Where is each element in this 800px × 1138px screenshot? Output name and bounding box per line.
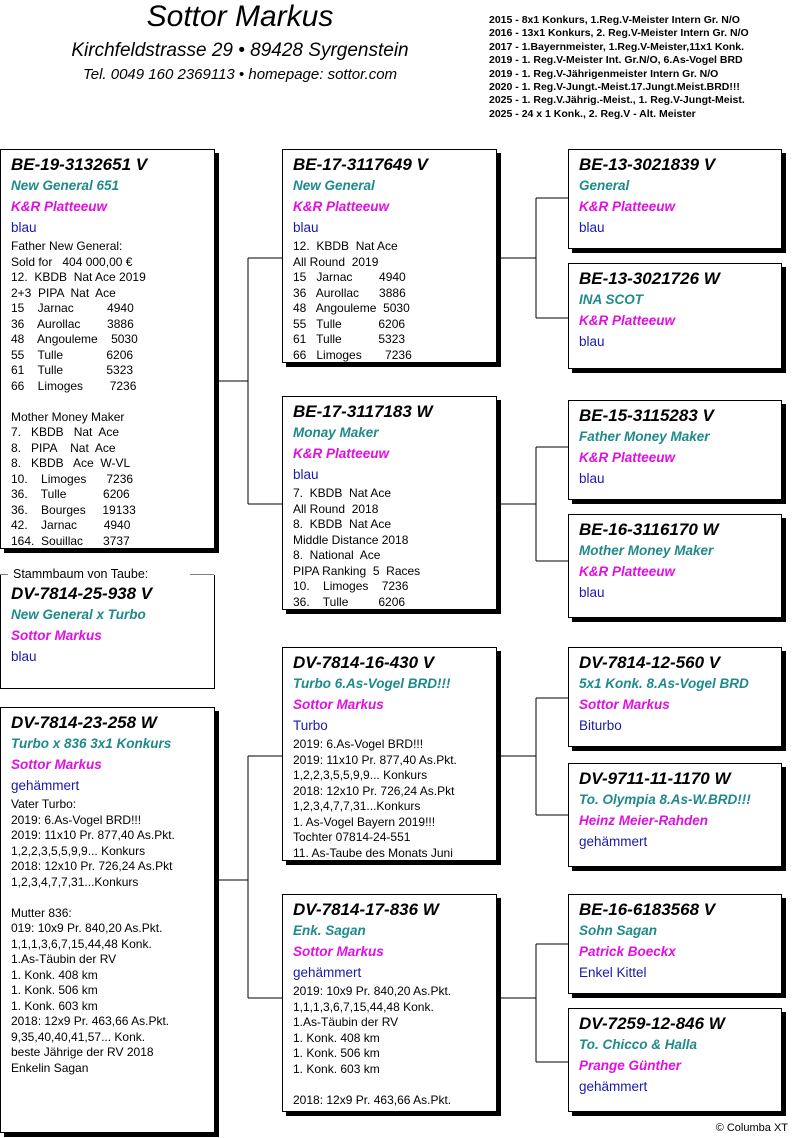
color: blau [579, 471, 605, 486]
pigeon-name: New General 651 [11, 178, 120, 193]
notes [11, 797, 214, 1076]
note-line: 15 Jarnac 4940 [293, 270, 406, 284]
pigeon-name: Father Money Maker [579, 429, 710, 444]
achievement-item: 2015 - 8x1 Konkurs, 1.Reg.V-Meister Intern Gr. N/O [489, 14, 740, 26]
notes [11, 239, 214, 549]
note-line: 1,1,1,3,6,7,15,44,48 Konk. [11, 936, 152, 951]
ring-number: DV-7814-25-938 V [11, 584, 153, 603]
pigeon-name: Enk. Sagan [293, 923, 366, 938]
pigeon-name: INA SCOT [579, 292, 643, 307]
breeder: Sottor Markus [293, 697, 384, 712]
footer-copyright: © Columba XT [715, 1122, 788, 1134]
breeder: K&R Platteeuw [579, 313, 676, 328]
note-line: 1. As-Vogel Bayern 2019!!! [293, 814, 436, 829]
breeder: Sottor Markus [579, 697, 670, 712]
ring-number: DV-7814-17-836 W [293, 900, 439, 919]
achievement-item: 2025 - 24 x 1 Konk., 2. Reg.V - Alt. Meister [489, 107, 696, 120]
note-line: Mutter 836: [11, 905, 72, 920]
breeder: K&R Platteeuw [579, 564, 676, 579]
note-line: 12. KBDB Nat Ace [293, 239, 398, 253]
note-line: 66 Limoges 7236 [11, 378, 137, 393]
ring-number: BE-16-6183568 V [579, 900, 716, 919]
breeder: K&R Platteeuw [579, 450, 676, 465]
connector-line [497, 944, 568, 1062]
note-line: 8. KBDB Ace W-VL [11, 456, 131, 470]
note-line: 1. Konk. 408 km [11, 967, 98, 982]
note-line [11, 890, 214, 906]
ring-number: BE-13-3021726 W [579, 269, 720, 288]
pigeon-name: 5x1 Konk. 8.As-Vogel BRD [579, 676, 749, 691]
breeder: K&R Platteeuw [293, 199, 390, 214]
note-line: Tochter 07814-24-551 [293, 830, 411, 844]
ring-number: BE-16-3116170 W [579, 520, 719, 539]
color: Turbo [293, 718, 328, 733]
connector-line [497, 198, 568, 318]
breeder: K&R Platteeuw [11, 199, 108, 214]
note-line: 1. Konk. 506 km [293, 1046, 380, 1060]
achievement-item: 2019 - 1. Reg.V-Jährigenmeister Intern Gr. N/O [489, 67, 719, 80]
ring-number: BE-13-3021839 V [579, 155, 716, 174]
ring-number: BE-17-3117183 W [293, 402, 433, 421]
note-line: 42. Jarnac 4940 [11, 518, 131, 532]
pedigree-box-sds [568, 400, 782, 500]
ring-number: BE-15-3115283 V [579, 406, 714, 425]
color: blau [579, 334, 605, 349]
note-line: 9,35,40,40,41,57... Konk. [11, 1029, 146, 1044]
color: gehämmert [579, 1079, 648, 1094]
note-line: Enkelin Sagan [11, 1060, 89, 1075]
breeder-name: Sottor Markus [146, 0, 334, 33]
note-line: 2019: 11x10 Pr. 877,40 As.Pkt. [293, 752, 457, 767]
note-line: Sold for 404 000,00 € [11, 254, 133, 269]
breeder: Prange Günther [579, 1058, 682, 1073]
ring-number: DV-7814-16-430 V [293, 653, 435, 672]
note-line: 66 Limoges 7236 [293, 347, 412, 362]
note-line: 36 Aurollac 3886 [11, 316, 134, 331]
note-line: 15 Jarnac 4940 [11, 301, 134, 315]
note-line: 2018: 12x10 Pr. 726,24 As.Pkt [11, 859, 173, 873]
pedigree-box-ssd [568, 263, 782, 369]
note-line: 11. As-Taube des Monats Juni [293, 845, 453, 860]
pedigree-box-ss [282, 149, 497, 363]
ring-number: BE-19-3132651 V [11, 155, 148, 174]
pedigree-box-sss [568, 149, 782, 249]
pedigree-box-dds [568, 894, 782, 994]
note-line: 1. Konk. 603 km [11, 998, 98, 1013]
achievement-item: 2020 - 1. Reg.V-Jungt.-Meist.17.Jungt.Meist.BRD!!! [489, 81, 740, 94]
color: Enkel Kittel [579, 965, 647, 980]
note-line: 7. KBDB Nat Ace [11, 425, 120, 439]
pigeon-name: New General x Turbo [11, 607, 146, 622]
note-line [11, 394, 214, 410]
note-line: 10. Limoges 7236 [11, 471, 134, 486]
note-line: 1,1,1,3,6,7,15,44,48 Konk. [293, 999, 434, 1014]
note-line: 1,2,2,3,5,5,9,9... Konkurs [293, 768, 428, 782]
pigeon-name: To. Olympia 8.As-W.BRD!!! [579, 792, 751, 807]
color: blau [293, 220, 319, 235]
note-line: Vater Turbo: [11, 797, 77, 811]
ring-number: DV-9711-11-1170 W [579, 769, 731, 788]
breeder-address: Kirchfeldstrasse 29 • 89428 Syrgenstein [71, 40, 409, 61]
pedigree-box-subject [0, 575, 215, 689]
note-line: 10. Limoges 7236 [293, 579, 409, 593]
connector-line [497, 447, 568, 561]
color: gehämmert [579, 834, 648, 849]
note-line: 61 Tulle 5323 [11, 363, 134, 377]
pigeon-name: Turbo x 836 3x1 Konkurs [11, 736, 172, 751]
connector-line [214, 756, 282, 998]
ring-number: DV-7259-12-846 W [579, 1014, 725, 1033]
note-line: 2019: 6.As-Vogel BRD!!! [293, 737, 424, 751]
color: blau [11, 649, 37, 664]
pedigree-box-dsd [568, 763, 782, 867]
note-line: 1,2,3,4,7,7,31...Konkurs [293, 799, 421, 813]
breeder: K&R Platteeuw [293, 446, 390, 461]
note-line: PIPA Ranking 5 Races [293, 563, 421, 578]
note-line: 36. Tulle 6206 [293, 594, 406, 609]
note-line: beste Jährige der RV 2018 [11, 1045, 154, 1059]
achievement-item: 2019 - 1. Reg.V-Meister Int. Gr.N/O, 6.As-Vogel BRD [489, 54, 743, 67]
note-line: 8. PIPA Nat Ace [11, 440, 116, 455]
note-line: 2019: 10x9 Pr. 840,20 As.Pkt. [293, 984, 452, 998]
breeder-contact: Tel. 0049 160 2369113 • homepage: sottor.com [82, 66, 398, 83]
pigeon-name: Turbo 6.As-Vogel BRD!!! [293, 676, 451, 691]
color: blau [579, 585, 605, 600]
note-line: 1,2,3,4,7,7,31...Konkurs [11, 874, 139, 889]
breeder: Sottor Markus [293, 944, 384, 959]
note-line: 48 Angouleme 5030 [11, 332, 138, 346]
breeder: Heinz Meier-Rahden [579, 813, 709, 828]
note-line: 2018: 12x10 Pr. 726,24 As.Pkt [293, 783, 455, 798]
breeder: Patrick Boeckx [579, 944, 676, 959]
note-line: 1.As-Täubin der RV [293, 1015, 399, 1029]
note-line: 8. KBDB Nat Ace [293, 517, 392, 531]
pigeon-name: Monay Maker [293, 425, 379, 440]
color: blau [293, 467, 319, 482]
pedigree-legend: Stammbaum von Taube: [10, 567, 151, 581]
achievement-item: 2025 - 1. Reg.V.Jährig.-Meist., 1. Reg.V-Jungt-Meist. [489, 94, 745, 107]
note-line: 019: 10x9 Pr. 840,20 As.Pkt. [11, 921, 163, 935]
note-line: 36 Aurollac 3886 [293, 285, 406, 300]
connector-line [214, 258, 282, 504]
note-line: 36. Bourges 19133 [11, 502, 136, 517]
ring-number: DV-7814-12-560 V [579, 653, 721, 672]
breeder: Sottor Markus [11, 757, 102, 772]
pigeon-name: To. Chicco & Halla [579, 1037, 698, 1052]
color: gehämmert [11, 778, 80, 793]
pigeon-name: Mother Money Maker [579, 543, 714, 558]
notes [293, 737, 496, 861]
color: Biturbo [579, 718, 622, 733]
color: blau [579, 220, 605, 235]
note-line: 48 Angouleme 5030 [293, 301, 410, 315]
pigeon-name: General [579, 178, 630, 193]
note-line [293, 1077, 496, 1093]
note-line: 1,2,2,3,5,5,9,9... Konkurs [11, 843, 146, 858]
note-line: 1.As-Täubin der RV [11, 952, 117, 966]
note-line: 61 Tulle 5323 [293, 332, 406, 346]
pedigree-box-sdd [568, 514, 782, 618]
note-line: All Round 2018 [293, 501, 379, 516]
pedigree-box-sd [282, 396, 497, 610]
pedigree-box-ddd [568, 1008, 782, 1112]
pigeon-name: New General [293, 178, 375, 193]
note-line: 2018: 12x9 Pr. 463,66 As.Pkt. [293, 1092, 452, 1107]
note-line: 55 Tulle 6206 [11, 347, 134, 362]
note-line: 2019: 6.As-Vogel BRD!!! [11, 812, 142, 827]
breeder: Sottor Markus [11, 628, 102, 643]
pedigree-box-dss [568, 647, 782, 747]
note-line: 2019: 11x10 Pr. 877,40 As.Pkt. [11, 828, 175, 842]
breeder: K&R Platteeuw [579, 199, 676, 214]
pigeon-name: Sohn Sagan [579, 923, 658, 938]
pedigree-box-ds [282, 647, 497, 861]
notes [293, 486, 496, 610]
note-line: Middle Distance 2018 [293, 532, 409, 547]
color: gehämmert [293, 965, 362, 980]
notes [293, 239, 496, 363]
pedigree-box-sire [0, 149, 215, 549]
note-line: 7. KBDB Nat Ace [293, 486, 392, 500]
ring-number: DV-7814-23-258 W [11, 713, 157, 732]
note-line: 2018: 12x9 Pr. 463,66 As.Pkt. [11, 1014, 170, 1028]
note-line: 36. Tulle 6206 [11, 487, 130, 501]
note-line: 2+3 PIPA Nat Ace [11, 285, 116, 300]
pedigree-box-dam [0, 707, 215, 1133]
note-line: 12. KBDB Nat Ace 2019 [11, 270, 146, 284]
color: blau [11, 220, 37, 235]
achievement-item: 2016 - 13x1 Konkurs, 2. Reg.V-Meister Intern Gr. N/O [489, 27, 749, 40]
note-line: 55 Tulle 6206 [293, 316, 406, 331]
note-line: All Round 2019 [293, 254, 379, 269]
note-line: Father New General: [11, 239, 123, 253]
note-line: 1. Konk. 603 km [293, 1061, 380, 1076]
achievement-item: 2017 - 1.Bayernmeister, 1.Reg.V-Meister,11x1 Konk. [489, 40, 745, 53]
ring-number: BE-17-3117649 V [293, 155, 428, 174]
notes [293, 984, 496, 1108]
note-line: 1. Konk. 506 km [11, 983, 98, 997]
note-line: Mother Money Maker [11, 409, 125, 424]
pedigree-box-dd [282, 894, 497, 1112]
note-line: 164. Souillac 3737 [11, 533, 130, 548]
connector-line [497, 698, 568, 815]
note-line: 1. Konk. 408 km [293, 1030, 380, 1045]
note-line: 8. National Ace [293, 548, 381, 562]
